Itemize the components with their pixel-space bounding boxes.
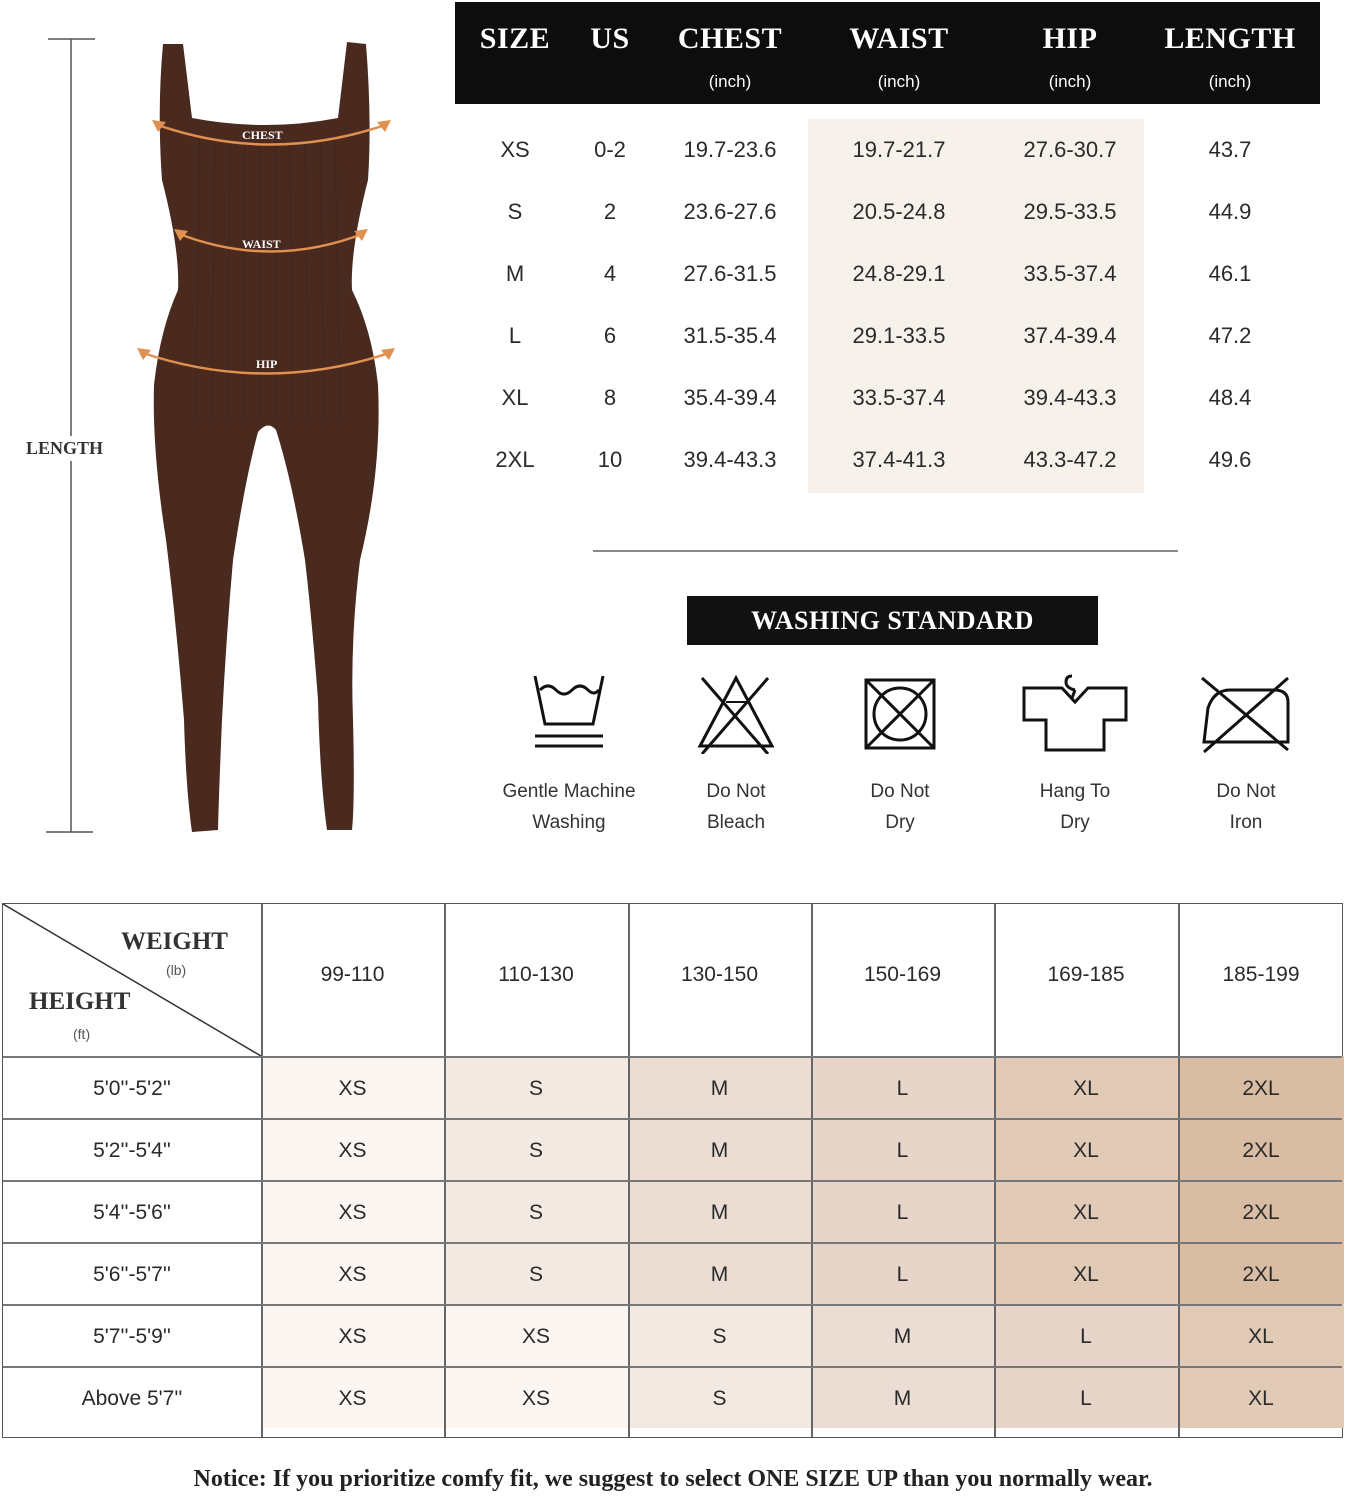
- size-recommendation-cell: S: [444, 1056, 628, 1118]
- size-header-title: WAIST: [849, 22, 949, 55]
- size-row: [455, 305, 1320, 367]
- size-header-title: HIP: [1042, 22, 1098, 55]
- weight-range-header: 110-130: [498, 963, 574, 986]
- size-cell: 10: [597, 447, 623, 472]
- size-recommendation-cell: S: [628, 1304, 811, 1366]
- size-chart-table: [455, 2, 1320, 472]
- gentle-machine-wash-icon: [529, 672, 609, 754]
- wash-label-line1: Gentle Machine: [502, 781, 636, 802]
- wash-item-hang-to-dry: [990, 672, 1160, 838]
- size-cell: 37.4-41.3: [852, 447, 946, 472]
- size-cell: 2XL: [495, 447, 535, 472]
- size-header-length: [1155, 2, 1305, 104]
- height-range-cell: 5'7''-5'9'': [93, 1325, 171, 1348]
- size-recommendation-cell: S: [628, 1366, 811, 1428]
- wash-label-line2: Washing: [532, 812, 606, 833]
- size-cell: 44.9: [1208, 199, 1252, 224]
- size-cell: XS: [500, 137, 530, 162]
- do-not-dry-icon: [860, 672, 940, 754]
- size-recommendation-cell: XS: [444, 1366, 628, 1428]
- height-range-cell: 5'4''-5'6'': [93, 1201, 171, 1224]
- wash-label-line2: Bleach: [706, 812, 766, 833]
- size-cell: 27.6-31.5: [683, 261, 777, 286]
- grid-vertical-line: [444, 904, 446, 1437]
- size-recommendation-cell: S: [444, 1118, 628, 1180]
- size-header-unit: (inch): [877, 72, 921, 91]
- size-cell: 19.7-23.6: [683, 137, 777, 162]
- size-cell: 0-2: [594, 137, 626, 162]
- do-not-bleach-icon: [696, 672, 776, 754]
- weight-label: WEIGHT: [121, 928, 228, 955]
- size-cell: 37.4-39.4: [1023, 323, 1117, 348]
- size-cell: 29.5-33.5: [1023, 199, 1117, 224]
- size-recommendation-cell: XS: [261, 1366, 444, 1428]
- do-not-iron-icon: [1196, 672, 1296, 754]
- size-row: [455, 181, 1320, 243]
- grid-vertical-line: [1178, 904, 1180, 1437]
- size-cell: 19.7-21.7: [852, 137, 946, 162]
- weight-range-header: 99-110: [320, 963, 385, 986]
- size-recommendation-cell: XS: [261, 1304, 444, 1366]
- size-header-us: [565, 2, 655, 104]
- grid-vertical-line: [628, 904, 630, 1437]
- size-header-chest: [655, 2, 805, 104]
- size-cell: 35.4-39.4: [683, 385, 777, 410]
- wash-label-line2: Dry: [1060, 812, 1090, 833]
- size-cell: 31.5-35.4: [683, 323, 777, 348]
- size-cell: 4: [603, 261, 617, 286]
- height-unit: (ft): [73, 1026, 91, 1042]
- chest-label: CHEST: [242, 128, 283, 142]
- grid-vertical-line: [811, 904, 813, 1437]
- wash-label-line1: Do Not: [706, 781, 766, 802]
- hip-label: HIP: [256, 357, 278, 371]
- size-recommendation-cell: L: [811, 1118, 994, 1180]
- size-row: [455, 243, 1320, 305]
- size-recommendation-cell: XL: [994, 1118, 1178, 1180]
- fit-notice: Notice: If you prioritize comfy fit, we suggest to select ONE SIZE UP than you normally wear.: [193, 1466, 1153, 1492]
- size-recommendation-cell: XS: [444, 1304, 628, 1366]
- weight-range-header: 169-185: [1047, 963, 1125, 986]
- size-recommendation-cell: M: [628, 1118, 811, 1180]
- size-recommendation-cell: 2XL: [1178, 1056, 1344, 1118]
- size-header-waist: [819, 2, 979, 104]
- waist-label: WAIST: [242, 237, 281, 251]
- size-header-unit: (inch): [1048, 72, 1092, 91]
- size-recommendation-cell: XL: [994, 1056, 1178, 1118]
- wash-label-line1: Do Not: [870, 781, 930, 802]
- garment-figure: [0, 0, 440, 850]
- size-recommendation-cell: XL: [1178, 1304, 1344, 1366]
- size-recommendation-cell: L: [994, 1366, 1178, 1428]
- size-row: [455, 367, 1320, 429]
- height-label: HEIGHT: [29, 988, 131, 1015]
- weight-range-header: 150-169: [863, 963, 942, 986]
- size-cell: 49.6: [1208, 447, 1252, 472]
- size-cell: XL: [501, 385, 529, 410]
- wash-label-line1: Do Not: [1216, 781, 1276, 802]
- size-recommendation-cell: M: [628, 1242, 811, 1304]
- size-recommendation-cell: M: [811, 1304, 994, 1366]
- weight-height-grid: [2, 903, 1343, 1438]
- weight-range-header: 185-199: [1222, 963, 1300, 986]
- grid-horizontal-line: [3, 1242, 1342, 1244]
- size-recommendation-cell: 2XL: [1178, 1118, 1344, 1180]
- size-header-unit: (inch): [708, 72, 752, 91]
- jumpsuit-illustration: [0, 0, 440, 850]
- size-cell: 39.4-43.3: [683, 447, 777, 472]
- size-cell: 48.4: [1208, 385, 1252, 410]
- height-range-cell: 5'0''-5'2'': [93, 1077, 171, 1100]
- size-recommendation-cell: 2XL: [1178, 1180, 1344, 1242]
- size-cell: 43.3-47.2: [1023, 447, 1117, 472]
- height-range-cell: Above 5'7'': [81, 1387, 183, 1410]
- size-cell: 46.1: [1208, 261, 1252, 286]
- wash-label-line1: Hang To: [1039, 781, 1111, 802]
- size-recommendation-cell: M: [628, 1180, 811, 1242]
- size-cell: 43.7: [1208, 137, 1252, 162]
- size-cell: M: [505, 261, 525, 286]
- size-cell: 29.1-33.5: [852, 323, 946, 348]
- size-chart-header: [455, 2, 1320, 104]
- size-recommendation-cell: XS: [261, 1180, 444, 1242]
- length-label: LENGTH: [26, 436, 103, 461]
- size-header-title: SIZE: [479, 22, 551, 55]
- size-recommendation-cell: M: [628, 1056, 811, 1118]
- size-cell: 47.2: [1208, 323, 1252, 348]
- wash-item-do-not-iron: [1161, 672, 1331, 838]
- wash-item-do-not-bleach: [651, 672, 821, 838]
- size-header-title: US: [590, 22, 630, 55]
- size-cell: 20.5-24.8: [852, 199, 946, 224]
- grid-horizontal-line: [3, 1180, 1342, 1182]
- size-cell: 2: [603, 199, 617, 224]
- size-header-title: LENGTH: [1164, 22, 1296, 55]
- hang-to-dry-icon: [1020, 672, 1130, 754]
- size-header-hip: [995, 2, 1145, 104]
- section-divider: [593, 550, 1178, 552]
- grid-horizontal-line: [3, 1056, 1342, 1058]
- size-recommendation-cell: L: [811, 1180, 994, 1242]
- size-cell: 8: [603, 385, 617, 410]
- size-recommendation-cell: S: [444, 1242, 628, 1304]
- size-recommendation-cell: XL: [994, 1180, 1178, 1242]
- grid-horizontal-line: [3, 1366, 1342, 1368]
- size-cell: 33.5-37.4: [1023, 261, 1117, 286]
- weight-unit: (lb): [166, 962, 187, 978]
- size-cell: 27.6-30.7: [1023, 137, 1117, 162]
- size-recommendation-cell: XL: [1178, 1366, 1344, 1428]
- weight-range-header: 130-150: [680, 963, 759, 986]
- wash-label-line2: Dry: [885, 812, 915, 833]
- size-cell: 39.4-43.3: [1023, 385, 1117, 410]
- size-cell: 6: [603, 323, 617, 348]
- size-row: [455, 119, 1320, 181]
- wash-item-do-not-dry: [815, 672, 985, 838]
- size-header-size: [460, 2, 570, 104]
- size-cell: L: [508, 323, 522, 348]
- size-cell: 23.6-27.6: [683, 199, 777, 224]
- height-range-cell: 5'2''-5'4'': [93, 1139, 171, 1162]
- size-header-unit: (inch): [1208, 72, 1252, 91]
- size-recommendation-cell: M: [811, 1366, 994, 1428]
- grid-horizontal-line: [3, 1118, 1342, 1120]
- wash-label-line2: Iron: [1229, 812, 1263, 833]
- size-recommendation-cell: XS: [261, 1242, 444, 1304]
- wash-item-gentle-machine: [484, 672, 654, 838]
- size-recommendation-cell: L: [811, 1056, 994, 1118]
- height-range-cell: 5'6''-5'7'': [93, 1263, 171, 1286]
- size-cell: 24.8-29.1: [852, 261, 946, 286]
- size-row: [455, 429, 1320, 491]
- corner-diagonal: [3, 904, 263, 1056]
- size-recommendation-cell: L: [811, 1242, 994, 1304]
- grid-horizontal-line: [3, 1304, 1342, 1306]
- size-cell: S: [507, 199, 523, 224]
- size-recommendation-cell: S: [444, 1180, 628, 1242]
- size-cell: 33.5-37.4: [852, 385, 946, 410]
- size-recommendation-cell: XL: [994, 1242, 1178, 1304]
- size-recommendation-cell: XS: [261, 1118, 444, 1180]
- washing-standard-title: WASHING STANDARD: [687, 596, 1098, 645]
- size-header-title: CHEST: [677, 22, 783, 55]
- grid-vertical-line: [994, 904, 996, 1437]
- size-recommendation-cell: 2XL: [1178, 1242, 1344, 1304]
- size-recommendation-cell: XS: [261, 1056, 444, 1118]
- size-recommendation-cell: L: [994, 1304, 1178, 1366]
